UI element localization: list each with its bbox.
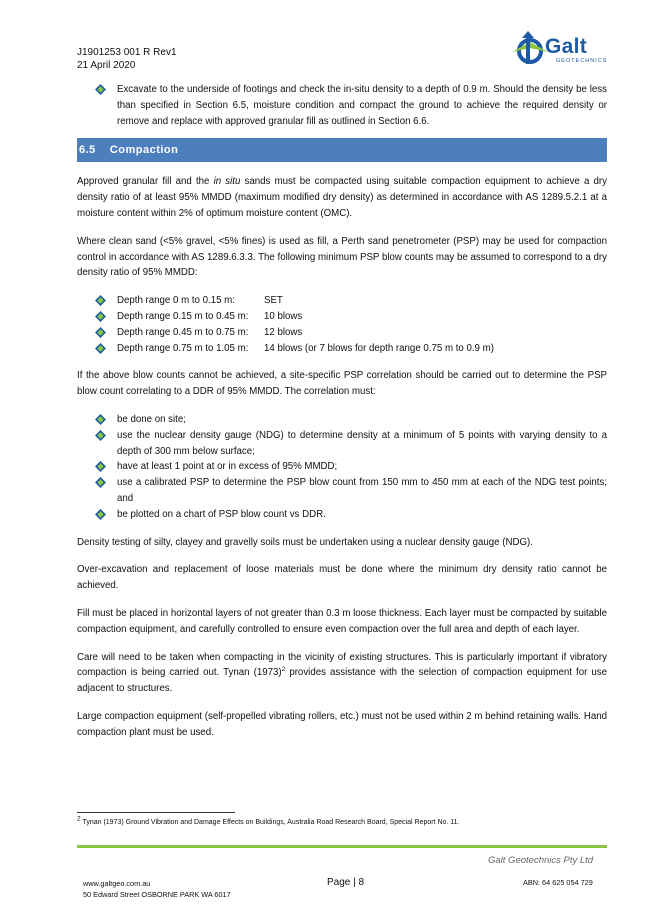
range-label: Depth range 0.45 m to 0.75 m: <box>117 326 249 338</box>
paragraph-psp: Where clean sand (<5% gravel, <5% fines) is used as fill, a Perth sand penetrometer (PSP) may be used for compaction control in accordance with AS 1289.6.3.3. The following minimum PSP blow counts may be assumed to correspond to a dry density ratio of 95% MMDD: <box>77 235 607 279</box>
list-item <box>77 293 607 309</box>
paragraph-density-testing: Density testing of silty, clayey and gravelly soils must be undertaken using a nuclear density gauge (NDG). <box>77 536 533 548</box>
logo-name: Galt <box>545 35 588 58</box>
section-heading <box>77 138 607 162</box>
paragraph-correlation: If the above blow counts cannot be achieved, a site-specific PSP correlation should be carried out to determine the PSP blow count correlating to a DDR of 95% MMDD. The correlation must: <box>77 370 607 398</box>
diamond-bullet-icon <box>95 477 106 488</box>
list-item-text: use the nuclear density gauge (NDG) to determine density at a minimum of 5 points with varying density to a depth of 300 mm below surface; <box>117 429 607 457</box>
list-item <box>77 412 607 428</box>
intro-bullet-item <box>77 82 607 129</box>
diamond-bullet-icon <box>95 84 106 95</box>
range-value: 12 blows <box>264 326 303 338</box>
paragraph-fill-layers: Fill must be placed in horizontal layers of not greater than 0.3 m loose thickness. Each layer must be compacted by suitable compaction equipment, and carefully controlled to ensure even compaction over the full area and depth of each layer. <box>77 607 607 635</box>
list-item <box>77 428 607 460</box>
galt-logo-icon <box>510 30 550 70</box>
paragraph-large-equipment: Large compaction equipment (self-propelled vibrating rollers, etc.) must not be used within 2 m behind retaining walls. Hand compaction plant must be used. <box>77 710 607 738</box>
footer-company: Galt Geotechnics Pty Ltd <box>488 855 594 866</box>
footer-website[interactable]: www.galtgeo.com.au <box>83 879 151 888</box>
footer-address: 50 Edward Street OSBORNE PARK WA 6017 <box>83 890 231 899</box>
footer-contact <box>83 878 231 900</box>
p1-text-b: sands must be compacted using suitable compaction equipment to achieve a dry density ratio of at least 95% MMDD (maximum modified dry density) as determined in accordance with AS 1289.5.2.1 at a moisture content within 2% of optimum moisture content (OMC). <box>77 176 607 219</box>
document-header <box>77 46 177 72</box>
logo-subtitle: GEOTECHNICS <box>556 58 608 64</box>
p7-text-a: Care will need to be taken when compacting in the vicinity of existing structures. This is particularly important if vibratory compaction is being carried out. Tynan (1973) <box>77 651 607 679</box>
diamond-bullet-icon <box>95 327 106 338</box>
diamond-bullet-icon <box>95 509 106 520</box>
diamond-bullet-icon <box>95 311 106 322</box>
range-value: SET <box>264 295 283 307</box>
footer-abn: ABN: 64 625 054 729 <box>523 878 593 887</box>
galt-logo <box>510 30 620 70</box>
list-item <box>77 341 607 357</box>
list-item-text: use a calibrated PSP to determine the PSP blow count from 150 mm to 450 mm at each of the NDG test points; and <box>117 477 607 504</box>
diamond-bullet-icon <box>95 461 106 472</box>
paragraph-over-excavation: Over-excavation and replacement of loose materials must be done where the minimum dry density ratio cannot be achieved. <box>77 564 607 592</box>
p7-text-b: provides assistance with the selection of compaction equipment for use adjacent to structures. <box>77 667 608 695</box>
list-item <box>77 459 607 475</box>
footnote-reference: 2 <box>281 666 286 674</box>
range-value: 14 blows (or 7 blows for depth range 0.75 m to 0.9 m) <box>264 342 494 354</box>
list-item-text: be plotted on a chart of PSP blow count vs DDR. <box>117 508 326 520</box>
paragraph-vibration <box>77 650 607 697</box>
diamond-bullet-icon <box>95 343 106 354</box>
range-label: Depth range 0.15 m to 0.45 m: <box>117 310 249 322</box>
diamond-bullet-icon <box>95 430 106 441</box>
list-item <box>77 475 607 507</box>
blow-count-list <box>77 293 607 356</box>
footer-divider <box>77 845 607 848</box>
list-item <box>77 309 607 325</box>
list-item-text: be done on site; <box>117 413 186 425</box>
footnote-divider <box>77 812 235 813</box>
intro-bullet-text: Excavate to the underside of footings and check the in-situ density to a depth of 0.9 m. Should the density be less than specified in Section 6.5, moisture condition and compact the ground to achieve the required density or remove and replace with approved granular fill as outlined in Section 6.6. <box>117 84 607 127</box>
list-item-text: have at least 1 point at or in excess of 95% MMDD; <box>117 461 338 473</box>
section-title: Compaction <box>109 144 179 157</box>
footnote-mark: 2 <box>77 815 81 823</box>
list-item <box>77 325 607 341</box>
document-date: 21 April 2020 <box>77 60 136 71</box>
footnote-text: Tynan (1973) Ground Vibration and Damage Effects on Buildings, Australia Road Research Board, Special Report No. 11. <box>80 819 460 826</box>
diamond-bullet-icon <box>95 295 106 306</box>
range-value: 10 blows <box>264 310 303 322</box>
document-reference: J1901253 001 R Rev1 <box>77 47 177 58</box>
section-number: 6.5 <box>79 144 96 157</box>
document-body <box>77 82 607 753</box>
range-label: Depth range 0.75 m to 1.05 m: <box>117 342 249 354</box>
range-label: Depth range 0 m to 0.15 m: <box>117 295 235 307</box>
footnote <box>77 815 460 826</box>
diamond-bullet-icon <box>95 414 106 425</box>
p1-italic: in situ <box>213 176 241 188</box>
page-number: Page | 8 <box>327 877 365 888</box>
paragraph-compaction-requirement <box>77 174 607 221</box>
correlation-list <box>77 412 607 523</box>
p1-text-a: Approved granular fill and the <box>77 176 214 188</box>
list-item <box>77 507 607 523</box>
